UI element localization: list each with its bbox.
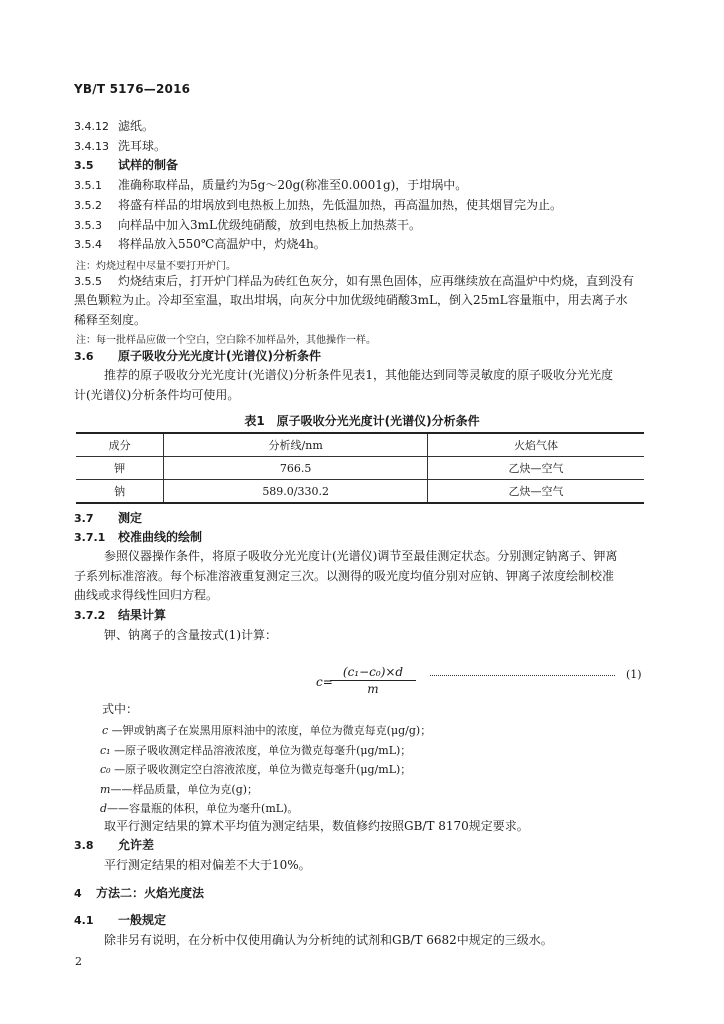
section-4-heading xyxy=(74,885,204,902)
formula-denominator: m xyxy=(367,682,379,696)
clause-number: 3.5.5 xyxy=(74,275,102,288)
clause-3-5-5-line3: 稀释至刻度。 xyxy=(74,313,147,327)
table-row xyxy=(76,457,644,480)
section-4-1-text: 除非另有说明，在分析中仅使用确认为分析纯的试剂和GB/T 6682中规定的三级水。 xyxy=(104,933,553,947)
section-number: 3.7.1 xyxy=(74,531,106,544)
variable-symbol: m xyxy=(100,783,111,796)
section-number: 3.6 xyxy=(74,350,94,363)
section-3-8-heading xyxy=(74,837,154,854)
section-number: 3.5 xyxy=(74,159,94,172)
section-number: 3.7 xyxy=(74,512,94,525)
variable-definition xyxy=(100,742,411,758)
section-number: 3.7.2 xyxy=(74,609,106,622)
variable-dash: — xyxy=(114,744,126,757)
variable-symbol: c₀ xyxy=(100,763,111,776)
variable-desc: 钾或钠离子在炭黑用原料油中的浓度，单位为微克每克(μg/g)； xyxy=(122,724,432,737)
variable-desc: 原子吸收测定样品溶液浓度，单位为微克每毫升(μg/mL)； xyxy=(125,744,412,757)
section-3-6-line2: 计(光谱仪)分析条件均可使用。 xyxy=(74,388,240,402)
section-3-7-1-line2: 子系列标准溶液。每个标准溶液重复测定三次。以测得的吸光度均值分别对应钠、钾离子浓度绘制校准 xyxy=(74,569,615,583)
clause-text: 将盛有样品的坩埚放到电热板上加热，先低温加热，再高温加热，使其烟冒完为止。 xyxy=(118,198,563,212)
note-2: 注：每一批样品应做一个空白，空白除不加样品外，其他操作一样。 xyxy=(76,335,376,346)
clause-3-4-13 xyxy=(74,138,166,155)
document-header-code: YB/T 5176—2016 xyxy=(74,82,191,96)
section-3-7-2-heading xyxy=(74,607,166,624)
section-3-7-1-line1: 参照仪器操作条件，将原子吸收分光光度计(光谱仪)调节至最佳测定状态。分别测定钠离子、钾离 xyxy=(104,549,618,563)
section-title: 方法二：火焰光度法 xyxy=(96,886,205,900)
section-3-7-1-heading xyxy=(74,529,202,546)
formula-numerator: (c₁−c₀)×d xyxy=(330,665,416,681)
variable-dash: —— xyxy=(107,802,130,815)
section-title: 一般规定 xyxy=(118,913,167,927)
table-header-row xyxy=(76,433,644,457)
clause-text: 向样品中加入3mL优级纯硝酸，放到电热板上加热蒸干。 xyxy=(118,218,421,232)
section-number: 4.1 xyxy=(74,914,94,927)
table-1-caption: 表1 原子吸收分光光度计(光谱仪)分析条件 xyxy=(244,414,480,428)
clause-3-5-2 xyxy=(74,197,562,214)
variable-dash: — xyxy=(111,724,123,737)
table-cell: 钠 xyxy=(76,480,164,504)
variable-symbol: c₁ xyxy=(100,744,111,757)
where-label: 式中： xyxy=(102,702,139,716)
formula-leader-dots xyxy=(430,675,615,676)
clause-3-4-12 xyxy=(74,118,154,135)
variable-dash: —— xyxy=(110,783,133,796)
clause-text: 洗耳球。 xyxy=(118,139,167,153)
clause-3-5-5-line2: 黑色颗粒为止。冷却至室温，取出坩埚，向灰分中加优级纯硝酸3mL，倒入25mL容量瓶中，用去离子水 xyxy=(74,293,628,307)
variable-definition xyxy=(100,800,298,816)
note-1: 注：灼烧过程中尽量不要打开炉门。 xyxy=(76,261,236,272)
clause-number: 3.5.2 xyxy=(74,199,102,212)
clause-3-5-1 xyxy=(74,177,467,194)
section-3-6-heading xyxy=(74,348,321,365)
section-3-7-heading xyxy=(74,510,142,527)
table-cell: 589.0/330.2 xyxy=(164,480,428,504)
section-3-5-heading xyxy=(74,157,178,174)
table-cell: 钾 xyxy=(76,457,164,480)
section-title: 校准曲线的绘制 xyxy=(118,530,203,544)
table-header-cell: 火焰气体 xyxy=(428,433,644,457)
table-cell: 乙炔—空气 xyxy=(428,480,644,504)
section-number: 4 xyxy=(74,887,82,900)
table-cell: 乙炔—空气 xyxy=(428,457,644,480)
variable-symbol: d xyxy=(100,802,108,815)
table-1 xyxy=(76,432,644,504)
section-3-6-line1: 推荐的原子吸收分光光度计(光谱仪)分析条件见表1，其他能达到同等灵敏度的原子吸收分光光度 xyxy=(104,368,614,382)
variable-desc: 原子吸收测定空白溶液浓度，单位为微克每毫升(μg/mL)； xyxy=(125,763,412,776)
section-title: 结果计算 xyxy=(118,608,167,622)
variable-definition xyxy=(100,781,258,797)
section-3-7-2-intro: 钾、钠离子的含量按式(1)计算： xyxy=(104,628,277,642)
table-cell: 766.5 xyxy=(164,457,428,480)
clause-text-line: 灼烧结束后，打开炉门样品为砖红色灰分，如有黑色固体，应再继续放在高温炉中灼烧，直到没有 xyxy=(118,274,635,288)
table-row xyxy=(76,480,644,504)
clause-text: 将样品放入550℃高温炉中，灼烧4h。 xyxy=(118,237,326,251)
page-number: 2 xyxy=(75,955,82,968)
result-statement: 取平行测定结果的算术平均值为测定结果，数值修约按照GB/T 8170规定要求。 xyxy=(104,819,529,833)
clause-number: 3.5.1 xyxy=(74,179,102,192)
variable-definition xyxy=(100,761,411,777)
section-4-1-heading xyxy=(74,912,166,929)
variable-dash: — xyxy=(114,763,126,776)
section-3-8-text: 平行测定结果的相对偏差不大于10%。 xyxy=(104,858,311,872)
section-title: 测定 xyxy=(118,511,143,525)
clause-number: 3.5.3 xyxy=(74,219,102,232)
section-title: 允许差 xyxy=(118,838,155,852)
section-number: 3.8 xyxy=(74,839,94,852)
clause-text: 滤纸。 xyxy=(118,119,155,133)
section-title: 原子吸收分光光度计(光谱仪)分析条件 xyxy=(118,349,321,363)
variable-desc: 容量瓶的体积，单位为毫升(mL)。 xyxy=(129,802,299,815)
table-header-cell: 成分 xyxy=(76,433,164,457)
clause-text: 准确称取样品，质量约为5g～20g(称准至0.0001g)，于坩埚中。 xyxy=(118,178,468,192)
variable-symbol: c xyxy=(102,724,109,737)
clause-number: 3.5.4 xyxy=(74,238,102,251)
table-header-cell: 分析线/nm xyxy=(164,433,428,457)
variable-definition xyxy=(102,722,431,738)
formula-fraction xyxy=(330,665,416,696)
clause-3-5-3 xyxy=(74,217,421,234)
formula-lhs: c= xyxy=(316,675,333,689)
variable-desc: 样品质量，单位为克(g)； xyxy=(132,783,259,796)
formula-number: (1) xyxy=(626,668,642,681)
clause-3-5-4 xyxy=(74,236,326,253)
section-title: 试样的制备 xyxy=(118,158,179,172)
clause-3-5-5 xyxy=(74,273,634,290)
clause-number: 3.4.12 xyxy=(74,120,109,133)
clause-number: 3.4.13 xyxy=(74,140,109,153)
section-3-7-1-line3: 曲线或求得线性回归方程。 xyxy=(74,588,219,602)
